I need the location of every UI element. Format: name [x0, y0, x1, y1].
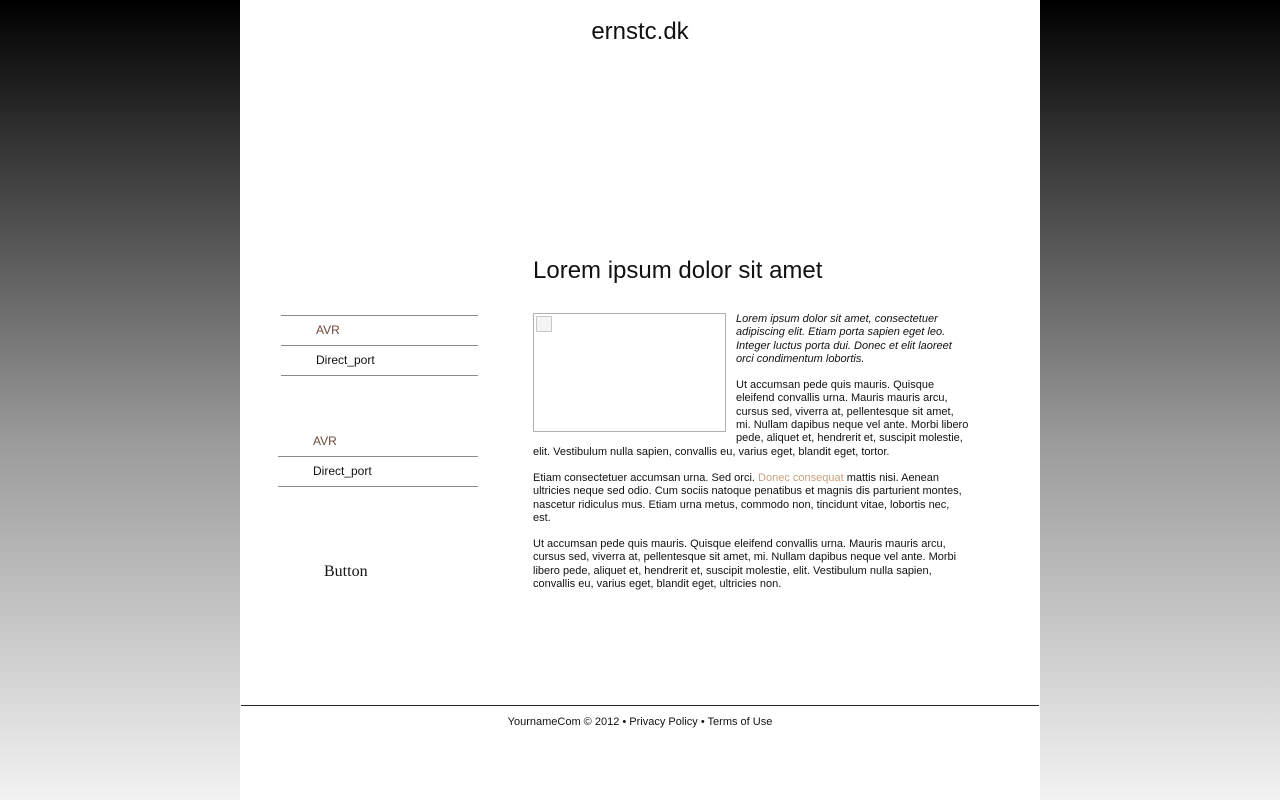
article-paragraph: Ut accumsan pede quis mauris. Quisque eleifend convallis urna. Mauris mauris arcu, cursus sed, viverra at, pellentesque sit amet, mi. Nullam dapibus neque vel ante. Morbi libero pede, aliquet et, hendrerit et, suscipit molestie, elit. Vestibulum nulla sapien, convallis eu, varius eget, blandit eget, tortor.: [533, 379, 969, 458]
paragraph-text: Etiam consectetuer accumsan urna. Sed orci.: [533, 471, 755, 484]
footer-copyright: YournameCom © 2012: [507, 716, 620, 728]
sidebar-button[interactable]: Button: [324, 563, 368, 580]
footer: [241, 705, 1039, 728]
footer-separator: •: [700, 716, 705, 728]
menu-item-direct-port[interactable]: Direct_port: [281, 346, 478, 376]
menu-item-avr[interactable]: AVR: [278, 427, 478, 457]
main-content: [533, 256, 970, 604]
page-heading: Lorem ipsum dolor sit amet: [533, 257, 823, 284]
terms-of-use-link[interactable]: Terms of Use: [707, 716, 773, 728]
page-container: [240, 0, 1040, 800]
menu-item-avr[interactable]: AVR: [281, 316, 478, 346]
broken-image-icon: [536, 316, 552, 332]
article-paragraph: [533, 472, 970, 525]
inline-link[interactable]: Donec consequat: [758, 471, 844, 484]
paragraph-text: mattis nisi. Aenean ultricies neque sed odio. Cum sociis natoque penatibus et magnis dis parturient montes, nascetur ridiculus mus. Etiam urna metus, commodo non, tincidunt vitae, lobortis nec, est.: [533, 471, 962, 524]
site-title: ernstc.dk: [591, 18, 689, 45]
sidebar-menu-secondary: [278, 427, 478, 487]
menu-item-direct-port[interactable]: Direct_port: [278, 457, 478, 487]
article-image: [533, 313, 726, 432]
sidebar-menu-primary: [281, 315, 478, 376]
footer-separator: •: [622, 716, 627, 728]
privacy-policy-link[interactable]: Privacy Policy: [629, 716, 698, 728]
article-intro: Lorem ipsum dolor sit amet, consectetuer adipiscing elit. Etiam porta sapien eget leo. Integer luctus porta dui. Donec et elit laoreet orci condimentum lobortis.: [736, 313, 952, 365]
article-paragraph: Ut accumsan pede quis mauris. Quisque eleifend convallis urna. Mauris mauris arcu, cursus sed, viverra at, pellentesque sit amet, mi. Nullam dapibus neque vel ante. Morbi libero pede, aliquet et, hendrerit et, suscipit molestie, elit. Vestibulum nulla sapien, convallis eu, varius eget, blandit eget, ultricies non.: [533, 538, 957, 591]
